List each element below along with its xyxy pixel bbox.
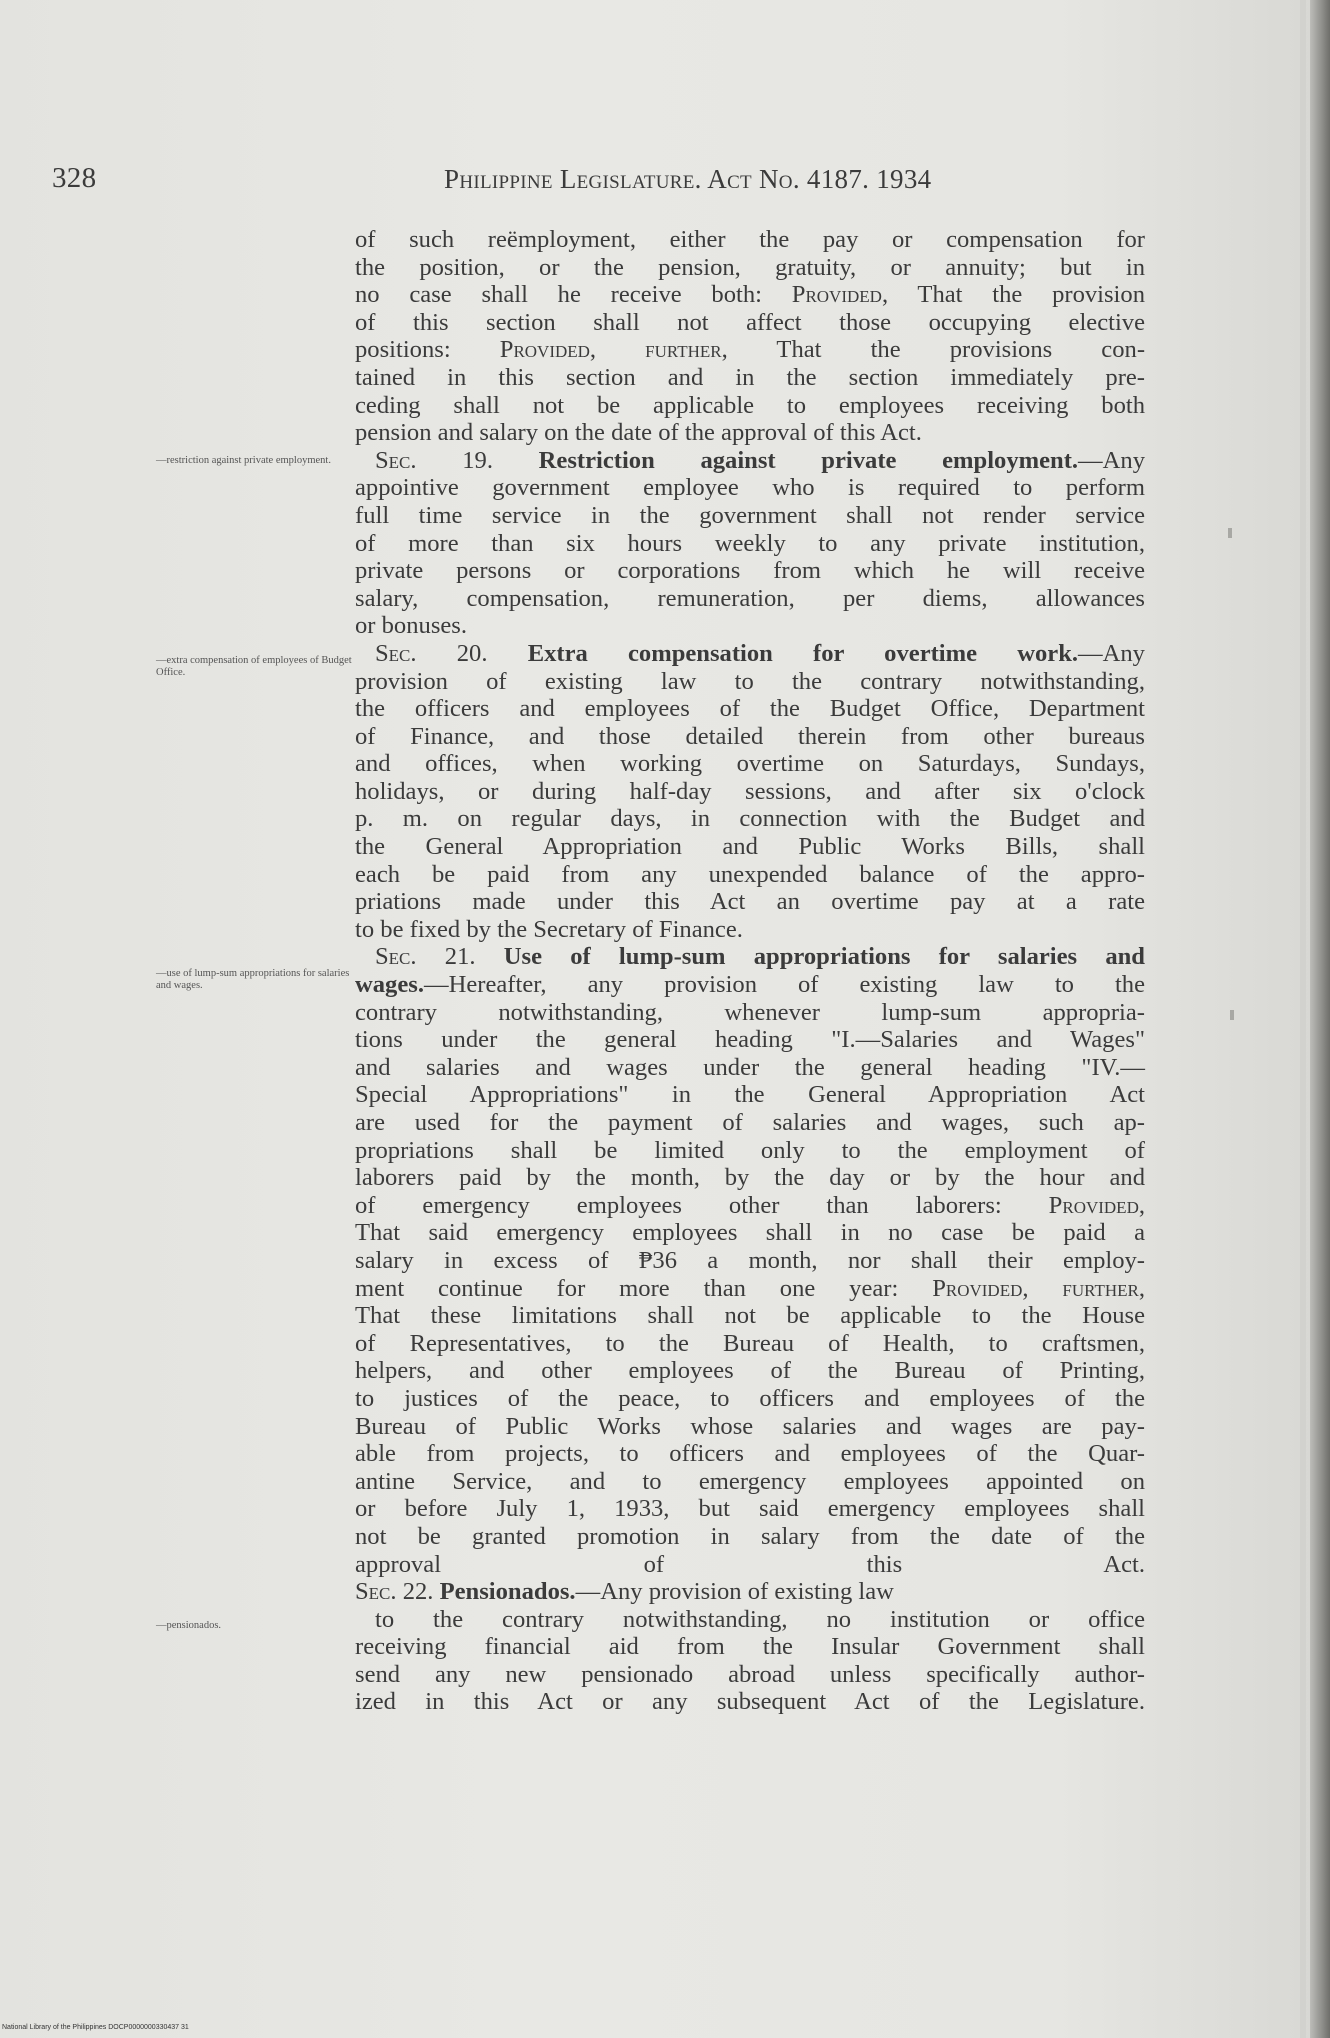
text-line: antine Service, and to emergency employees appointed on — [355, 1467, 1145, 1495]
text-line: wages.—Hereafter, any provision of existing law to the — [355, 971, 1145, 999]
text-line: the General Appropriation and Public Works Bills, shall — [355, 833, 1145, 861]
text-line: p. m. on regular days, in connection with the Budget and — [355, 805, 1145, 833]
text-line: and offices, when working overtime on Saturdays, Sundays, — [355, 750, 1145, 778]
text-line: appointive government employee who is required to perform — [355, 474, 1145, 502]
text-line: Sec. 21. Use of lump-sum appropriations for salaries and — [375, 943, 1145, 971]
statute-text — [355, 226, 1145, 1716]
text-line: each be paid from any unexpended balance of the appro- — [355, 860, 1145, 888]
text-line: no case shall he receive both: Provided, That the provision — [355, 281, 1145, 309]
text-line: provision of existing law to the contrary notwithstanding, — [355, 667, 1145, 695]
text-line: and salaries and wages under the general heading "IV.— — [355, 1053, 1145, 1081]
text-line: That these limitations shall not be applicable to the House — [355, 1302, 1145, 1330]
page-number: 328 — [52, 162, 97, 194]
running-title: Philippine Legislature. Act No. 4187. 1934 — [444, 164, 932, 194]
text-line: helpers, and other employees of the Bureau of Printing, — [355, 1357, 1145, 1385]
text-line: ized in this Act or any subsequent Act of the Legislature. — [355, 1688, 1145, 1716]
text-line: of more than six hours weekly to any private institution, — [355, 529, 1145, 557]
text-line: ment continue for more than one year: Provided, further, — [355, 1274, 1145, 1302]
scan-footer: National Library of the Philippines DOCP0000000330437 31 — [2, 2024, 189, 2031]
text-line: are used for the payment of salaries and wages, such ap- — [355, 1109, 1145, 1136]
book-spine — [1310, 0, 1330, 2038]
text-line: contrary notwithstanding, whenever lump-sum appropria- — [355, 998, 1145, 1026]
text-line: tions under the general heading "I.—Salaries and Wages" — [355, 1026, 1145, 1054]
scan-speck — [1228, 528, 1232, 538]
text-line: Special Appropriations" in the General Appropriation Act — [355, 1081, 1145, 1109]
text-line: to the contrary notwithstanding, no institution or office — [375, 1605, 1145, 1633]
text-line: Bureau of Public Works whose salaries and wages are pay- — [355, 1412, 1145, 1440]
page-gutter — [1300, 0, 1306, 2038]
text-line: ceding shall not be applicable to employees receiving both — [355, 391, 1145, 419]
text-line: laborers paid by the month, by the day or by the hour and — [355, 1164, 1145, 1192]
margin-note-extra-compensation: —extra compensation of employees of Budget Office. — [156, 655, 352, 678]
text-line: pension and salary on the date of the approval of this Act. — [355, 419, 922, 447]
text-line: of such reëmployment, either the pay or compensation for — [355, 226, 1145, 253]
text-line: Sec. 22. Pensionados.—Any provision of existing law — [355, 1578, 894, 1606]
text-line: of Finance, and those detailed therein from other bureaus — [355, 722, 1145, 750]
text-line: priations made under this Act an overtime pay at a rate — [355, 888, 1145, 916]
text-line: the officers and employees of the Budget Office, Department — [355, 695, 1145, 723]
margin-note-restriction: —restriction against private employment. — [156, 455, 331, 466]
text-line: Sec. 19. Restriction against private employment.—Any — [375, 446, 1145, 474]
text-line: the position, or the pension, gratuity, or annuity; but in — [355, 253, 1145, 281]
text-line: That said emergency employees shall in no case be paid a — [355, 1219, 1145, 1247]
text-line: not be granted promotion in salary from the date of the — [355, 1522, 1145, 1550]
text-line: private persons or corporations from which he will receive — [355, 557, 1145, 585]
text-line: of emergency employees other than laborers: Provided, — [355, 1191, 1145, 1219]
page-header — [52, 162, 1102, 202]
text-line: holidays, or during half-day sessions, and after six o'clock — [355, 777, 1145, 805]
text-line: salary, compensation, remuneration, per diems, allowances — [355, 584, 1145, 612]
text-line: or before July 1, 1933, but said emergency employees shall — [355, 1495, 1145, 1523]
scan-speck — [1230, 1010, 1234, 1020]
text-line: positions: Provided, further, That the provisions con- — [355, 336, 1146, 364]
text-line: full time service in the government shall not render service — [355, 501, 1145, 529]
text-line: of Representatives, to the Bureau of Health, to craftsmen, — [355, 1329, 1145, 1357]
text-line: send any new pensionado abroad unless specifically author- — [355, 1660, 1145, 1688]
text-line: able from projects, to officers and employees of the Quar- — [355, 1440, 1145, 1468]
text-line: or bonuses. — [355, 612, 468, 640]
text-line: approval of this Act. — [355, 1550, 1145, 1578]
text-line: salary in excess of ₱36 a month, nor shall their employ- — [355, 1246, 1145, 1274]
text-line: of this section shall not affect those occupying elective — [355, 308, 1145, 336]
text-line: propriations shall be limited only to the employment of — [355, 1136, 1145, 1164]
text-line: to justices of the peace, to officers and employees of the — [355, 1384, 1145, 1412]
text-line: receiving financial aid from the Insular Government shall — [355, 1633, 1145, 1661]
margin-note-lump-sum: —use of lump-sum appropriations for salaries and wages. — [156, 968, 350, 991]
text-line: to be fixed by the Secretary of Finance. — [355, 915, 743, 943]
margin-note-pensionados: —pensionados. — [156, 1620, 222, 1631]
text-line: tained in this section and in the section immediately pre- — [355, 363, 1145, 391]
text-line: Sec. 20. Extra compensation for overtime work.—Any — [375, 639, 1145, 667]
